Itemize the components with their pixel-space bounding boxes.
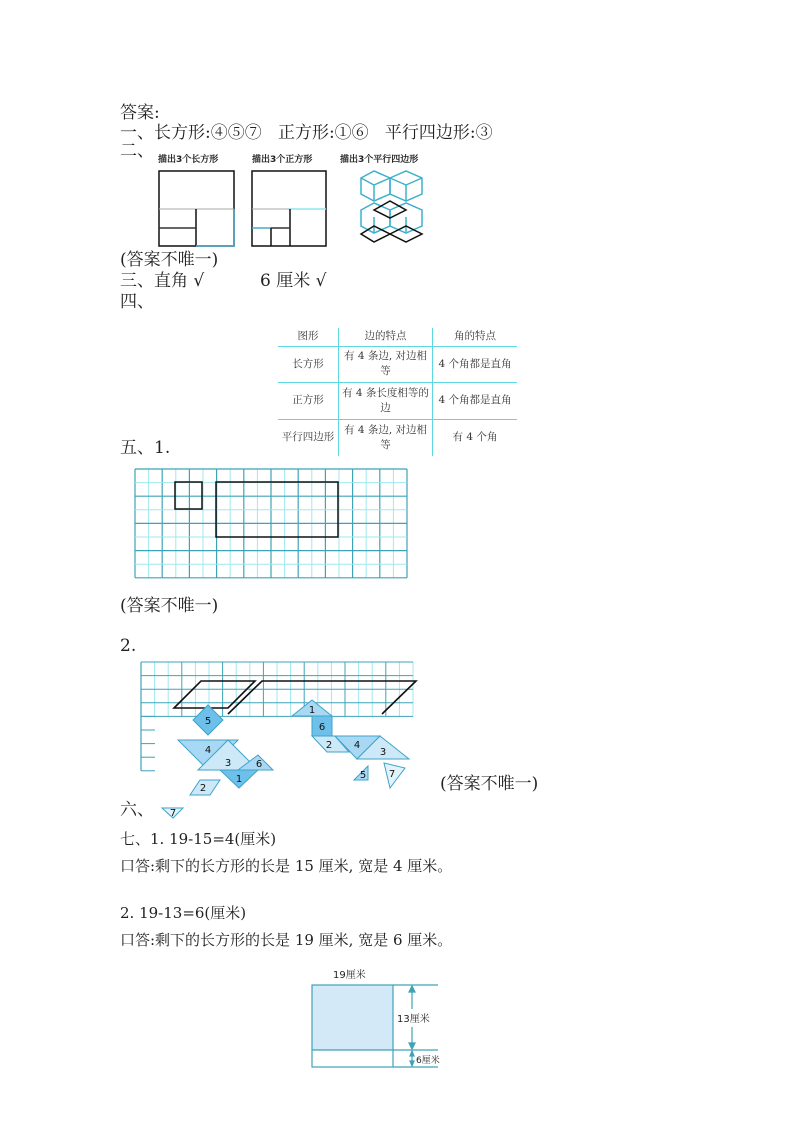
q5-part2-label: 2.	[120, 636, 137, 656]
cell-shape: 平行四边形	[281, 431, 335, 444]
features-table	[278, 328, 517, 456]
q7-part2-equation: 2. 19-13=6(厘米)	[120, 904, 247, 922]
grid-2-tangram	[140, 660, 420, 820]
tangram-right-label: 4	[353, 740, 361, 751]
figure-rectangles	[159, 171, 234, 246]
cut-rectangle	[312, 1050, 393, 1067]
dimension-arrows	[409, 986, 415, 1066]
label-6cm: 6厘米	[416, 1056, 440, 1066]
tangram-left-label: 4	[204, 745, 212, 756]
q3-answer-a: 直角 √	[154, 271, 205, 291]
q3-line	[120, 271, 204, 291]
q6-prefix: 六、	[120, 800, 154, 820]
table-row	[278, 419, 517, 456]
q5-note2: (答案不唯一)	[440, 774, 539, 794]
drawn-square	[175, 482, 202, 509]
figure-squares	[252, 171, 326, 246]
header-shape: 图形	[297, 330, 319, 343]
tangram-right-label: 2	[325, 740, 333, 751]
q4-prefix: 四、	[120, 292, 154, 312]
cell-sides: 有 4 条边, 对边相等	[339, 419, 433, 456]
tangram-left-label: 7	[169, 808, 177, 819]
grid-1	[134, 468, 410, 580]
cell-angles: 4 个角都是直角	[433, 382, 518, 419]
cell-angles: 4 个角都是直角	[433, 346, 518, 382]
q7-part1-answer: 口答:剩下的长方形的长是 15 厘米, 宽是 4 厘米。	[120, 857, 453, 875]
header-sides: 边的特点	[339, 328, 433, 346]
q7-part2-answer: 口答:剩下的长方形的长是 19 厘米, 宽是 6 厘米。	[120, 931, 453, 949]
cell-shape: 长方形	[292, 357, 324, 370]
tangram-left-label: 2	[199, 783, 207, 794]
answer-heading: 答案:	[120, 103, 160, 123]
label-13cm: 13厘米	[397, 1014, 430, 1025]
cell-sides: 有 4 条边, 对边相等	[339, 346, 433, 382]
q3-answer-b: 6 厘米 √	[260, 271, 327, 291]
q2-caption-parallelogram: 描出3个平行四边形	[340, 155, 419, 165]
q5-note1: (答案不唯一)	[120, 596, 219, 616]
tangram-left-label: 1	[235, 774, 243, 785]
tangram-left-label: 5	[204, 716, 212, 727]
label-19cm: 19厘米	[333, 970, 366, 981]
q2-prefix: 二、	[120, 141, 154, 161]
figure-parallelograms	[361, 171, 422, 242]
table-row	[278, 382, 517, 419]
tangram-right-label: 5	[359, 770, 367, 781]
q2-caption-rect: 描出3个长方形	[158, 155, 219, 165]
q2-figures	[155, 168, 445, 250]
tangram-right-label: 7	[388, 769, 396, 780]
q5-part1-label: 五、1.	[120, 438, 171, 458]
cell-shape: 正方形	[292, 394, 324, 406]
cell-sides: 有 4 条长度相等的边	[339, 382, 433, 419]
q3-prefix: 三、	[120, 271, 154, 291]
table-header-row	[278, 328, 517, 346]
tangram-right-label: 3	[379, 747, 387, 758]
tangram-left-label: 6	[255, 759, 263, 770]
q1-text: 长方形:④⑤⑦ 正方形:①⑥ 平行四边形:③	[154, 123, 493, 143]
q1-line	[120, 123, 493, 143]
table-row	[278, 346, 517, 382]
remaining-rectangle	[312, 985, 393, 1050]
cell-angles: 有 4 个角	[433, 419, 518, 456]
q2-note: (答案不唯一)	[120, 250, 219, 270]
header-angles: 角的特点	[433, 328, 518, 346]
q2-caption-square: 描出3个正方形	[252, 155, 313, 165]
tangram-left-label: 3	[224, 758, 232, 769]
tangram-right-label: 6	[318, 722, 326, 733]
q1-prefix: 一、	[120, 123, 154, 143]
q7-figure	[295, 965, 460, 1075]
tangram-right-label: 1	[308, 705, 316, 716]
q7-part1-equation: 七、1. 19-15=4(厘米)	[120, 830, 277, 848]
